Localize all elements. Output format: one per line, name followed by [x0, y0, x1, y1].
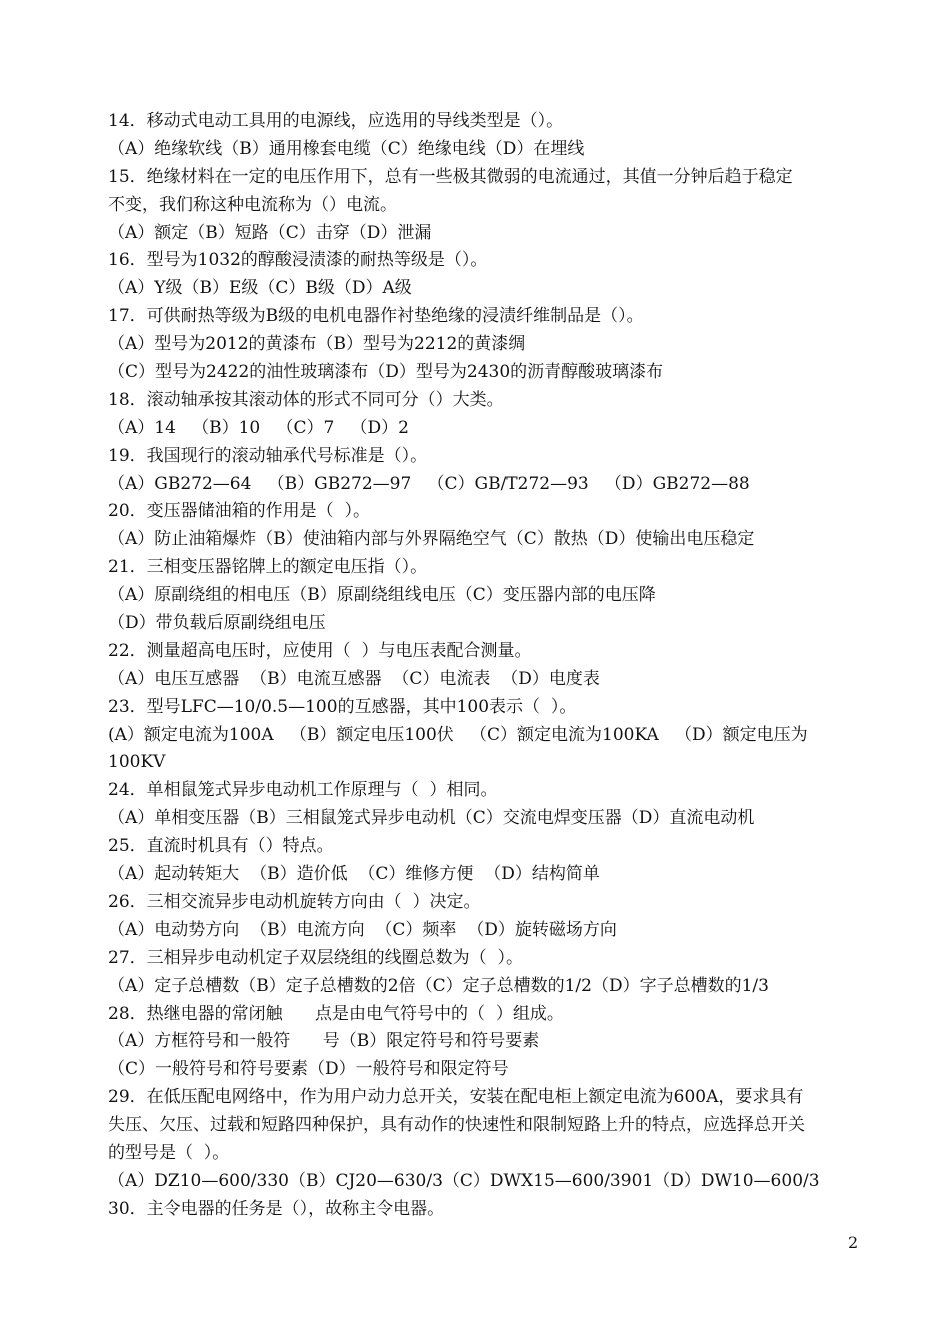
text-line: 的型号是（ ）。	[108, 1142, 230, 1163]
text-line: (A）额定电流为100A （B）额定电压100伏 （C）额定电流为100KA （D）额定电压为	[108, 724, 808, 745]
text-line: 19．我国现行的滚动轴承代号标准是（）。	[108, 445, 428, 466]
text-line: （A）GB272—64 （B）GB272—97 （C）GB/T272—93 （D）GB272—88	[108, 473, 750, 494]
text-line: 29．在低压配电网络中，作为用户动力总开关，安装在配电柜上额定电流为600A，要求具有	[108, 1087, 804, 1108]
text-line: （A）电压互感器 （B）电流互感器 （C）电流表 （D）电度表	[108, 668, 600, 689]
text-line: 27．三相异步电动机定子双层绕组的线圈总数为（ ）。	[108, 947, 523, 968]
text-line: （A）电动势方向 （B）电流方向 （C）频率 （D）旋转磁场方向	[108, 919, 617, 940]
text-line: （A）单相变压器（B）三相鼠笼式异步电动机（C）交流电焊变压器（D）直流电动机	[108, 808, 755, 829]
text-line: 15．绝缘材料在一定的电压作用下，总有一些极其微弱的电流通过，其值一分钟后趋于稳定	[108, 166, 793, 187]
text-line: 25．直流时机具有（）特点。	[108, 836, 334, 857]
text-line: （A）原副绕组的相电压（B）原副绕组线电压（C）变压器内部的电压降	[108, 585, 656, 606]
text-line: （A）起动转矩大 （B）造价低 （C）维修方便 （D）结构简单	[108, 864, 600, 885]
text-line: （A）绝缘软线（B）通用橡套电缆（C）绝缘电线（D）在埋线	[108, 138, 585, 159]
text-line: （C）型号为2422的油性玻璃漆布（D）型号为2430的沥青醇酸玻璃漆布	[108, 362, 664, 383]
text-line: 不变，我们称这种电流称为（）电流。	[108, 194, 397, 215]
text-line: 20．变压器储油箱的作用是（ ）。	[108, 501, 370, 522]
text-line: 100KV	[108, 752, 166, 773]
text-line: （C）一般符号和符号要素（D）一般符号和限定符号	[108, 1059, 509, 1080]
text-line: （A）方框符号和一般符 号（B）限定符号和符号要素	[108, 1031, 540, 1052]
text-line: 14．移动式电动工具用的电源线，应选用的导线类型是（）。	[108, 111, 564, 131]
text-line: （A）14 （B）10 （C）7 （D）2	[108, 417, 409, 438]
text-line: （D）带负载后原副绕组电压	[108, 613, 326, 634]
text-line: （A）DZ10—600/330（B）CJ20—630/3（C）DWX15—600/3901（D）DW10—600/3	[108, 1170, 820, 1191]
text-line: 28．热继电器的常闭触 点是由电气符号中的（ ）组成。	[108, 1003, 564, 1024]
text-line: 26．三相交流异步电动机旋转方向由（ ）决定。	[108, 891, 481, 912]
text-line: 失压、欠压、过载和短路四种保护，具有动作的快速性和限制短路上升的特点，应选择总开关	[108, 1115, 805, 1136]
text-line: （A）额定（B）短路（C）击穿（D）泄漏	[108, 222, 432, 243]
question-list	[108, 108, 863, 1224]
text-line: （A）Y级（B）E级（C）B级（D）A级	[108, 278, 412, 299]
text-line: 24．单相鼠笼式异步电动机工作原理与（ ）相同。	[108, 780, 498, 801]
text-line: 23．型号LFC—10/0.5—100的互感器，其中100表示（ ）。	[108, 696, 577, 717]
text-line: 16．型号为1032的醇酸浸渍漆的耐热等级是（）。	[108, 250, 488, 271]
text-line: 30．主令电器的任务是（），故称主令电器。	[108, 1198, 445, 1219]
text-line: 22．测量超高电压时，应使用（ ）与电压表配合测量。	[108, 640, 532, 661]
text-line: 17．可供耐热等级为B级的电机电器作衬垫绝缘的浸渍纤维制品是（）。	[108, 306, 644, 327]
page-number: 2	[848, 1233, 859, 1252]
text-line: （A）型号为2012的黄漆布（B）型号为2212的黄漆绸	[108, 334, 526, 355]
text-line: （A）定子总槽数（B）定子总槽数的2倍（C）定子总槽数的1/2（D）字子总槽数的1/3	[108, 975, 769, 996]
text-line: （A）防止油箱爆炸（B）使油箱内部与外界隔绝空气（C）散热（D）使输出电压稳定	[108, 529, 755, 550]
text-line: 21．三相变压器铭牌上的额定电压指（）。	[108, 557, 428, 578]
text-line: 18．滚动轴承按其滚动体的形式不同可分（）大类。	[108, 389, 504, 410]
